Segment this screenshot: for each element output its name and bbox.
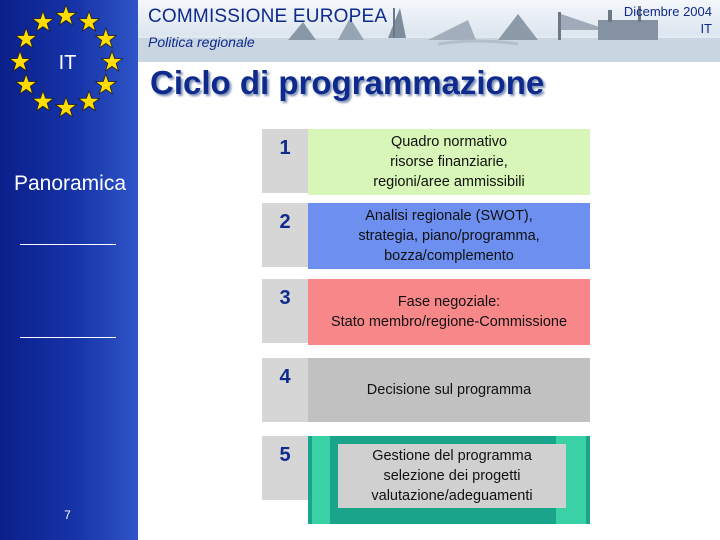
step-number: 4 [262,358,308,422]
step-card [338,444,566,508]
step-number: 3 [262,279,308,343]
eu-star-icon [16,74,37,94]
step-text: Analisi regionale (SWOT), strategia, piano/programma, bozza/complemento [358,208,540,264]
sidebar [0,0,138,540]
step-number: 2 [262,203,308,267]
eu-star-icon [95,28,116,48]
eu-star-icon [33,91,54,111]
organization-unit: Politica regionale [148,34,255,50]
page-number: 7 [64,508,71,522]
divider [20,244,116,245]
step-text: Gestione del programma selezione dei progetti valutazione/adeguamenti [371,448,533,504]
eu-star-icon [56,97,77,117]
language-code: IT [58,52,77,74]
date: Dicembre 2004 [623,4,712,19]
step-text: Decisione sul programma [366,382,532,398]
eu-star-icon [16,28,37,48]
step-text: Quadro normativo risorse finanziarie, regioni/aree ammissibili [373,134,525,190]
organization-name: COMMISSIONE EUROPEA [148,6,388,27]
eu-star-icon [79,91,100,111]
step-box [308,129,590,195]
decorative-stripe [312,436,330,524]
eu-star-icon [79,11,100,31]
eu-star-icon [95,74,116,94]
step-box [308,203,590,269]
slide-title: Ciclo di programmazione [150,64,545,101]
divider [20,337,116,338]
step-box [308,358,590,422]
eu-star-icon [56,5,77,25]
step-number: 1 [262,129,308,193]
step-number: 5 [262,436,308,500]
section-label: Panoramica [13,172,127,195]
step-box [308,279,590,345]
eu-star-icon [33,11,54,31]
step-text: Fase negoziale: Stato membro/regione-Commissione [330,294,568,330]
header-language: IT [700,21,712,36]
